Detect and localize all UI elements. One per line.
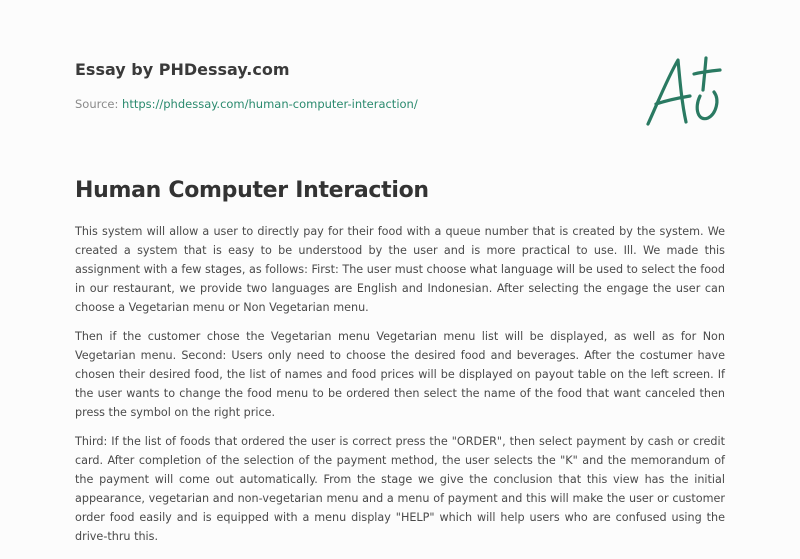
site-title: Essay by PHDessay.com bbox=[75, 60, 290, 79]
paragraph-2: Then if the customer chose the Vegetarian menu Vegetarian menu list will be displayed, as well as for Non Vegetarian menu. Second: Users only need to choose the desired food and beverages. After the costumer have chosen their desired food, the list of names and food prices will be displayed on payout table on the left screen. If the user wants to change the food menu to be ordered then select the name of the food that want canceled then press the symbol on the right price. bbox=[75, 330, 725, 419]
paragraph-3: Third: If the list of foods that ordered the user is correct press the "ORDER", then select payment by cash or credit card. After completion of the selection of the payment method, the user selects the "K" and the memorandum of the payment will come out automatically. From the stage we give the conclusion that this view has the initial appearance, vegetarian and non-vegetarian menu and a menu of payment and this will make the user or customer order food easily and is equipped with a menu display "HELP" which will help users who are confused using the drive-thru this. bbox=[75, 435, 725, 543]
essay-body bbox=[75, 222, 725, 556]
paragraph-1: This system will allow a user to directly pay for their food with a queue number that is created by the system. We created a system that is easy to be understood by the user and is more practical to use. Ill. We made this assignment with a few stages, as follows: First: The user must choose what language will be used to select the food in our restaurant, we provide two languages are English and Indonesian. After selecting the engage the user can choose a Vegetarian menu or Non Vegetarian menu. bbox=[75, 225, 725, 314]
source-link[interactable]: https://phdessay.com/human-computer-interaction/ bbox=[122, 97, 418, 111]
source-label: Source: bbox=[75, 97, 123, 111]
a-plus-logo-icon bbox=[640, 52, 730, 132]
source-line bbox=[75, 97, 418, 111]
essay-title: Human Computer Interaction bbox=[75, 178, 429, 203]
